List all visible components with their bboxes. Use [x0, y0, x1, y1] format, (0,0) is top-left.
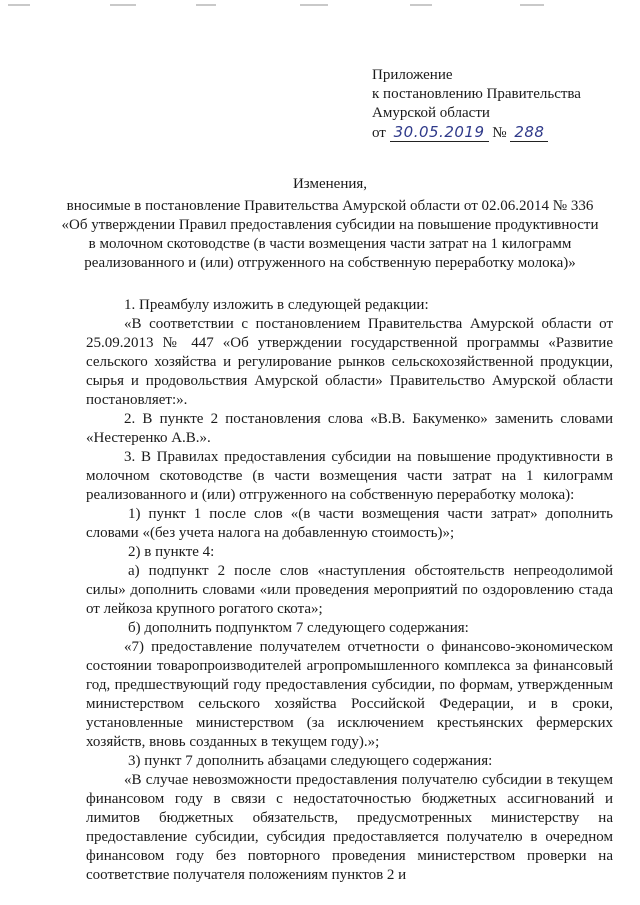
paragraph: 1) пункт 1 после слов «(в части возмещения части затрат» дополнить словами «(без учета налога на добавленную стоимость)»; — [86, 506, 613, 541]
date-prefix: от — [372, 125, 386, 141]
paragraph: а) подпункт 2 после слов «наступления обстоятельств непреодолимой силы» дополнить словами «или проведения мероприятий по оздоровлению стада от лейкоза крупного рогатого скота»; — [86, 563, 613, 617]
document-body — [86, 296, 613, 885]
document-subtitle: вносимые в постановление Правительства Амурской области от 02.06.2014 № 336 «Об утверждении Правил предоставления субсидии на повышение продуктивности в молочном скотоводстве (в части возмещения части затрат на 1 килограмм реализованного и (или) отгруженного на собственную переработку молока)» — [61, 198, 599, 271]
paragraph: 3) пункт 7 дополнить абзацами следующего содержания: — [128, 753, 493, 769]
document-title: Изменения, — [292, 176, 368, 192]
approval-block — [372, 66, 581, 143]
scan-mark — [410, 4, 432, 6]
paragraph: 1. Преамбулу изложить в следующей редакции: — [124, 297, 429, 313]
approval-line: Приложение — [372, 67, 453, 83]
approval-line: Амурской области — [372, 105, 490, 121]
paragraph: 3. В Правилах предоставления субсидии на повышение продуктивности в молочном скотоводстве (в части возмещения части затрат на 1 килограмм реализованного и (или) отгруженного на собственную переработку молока): — [86, 449, 613, 503]
approval-date-line — [372, 123, 581, 143]
scan-mark — [300, 4, 328, 6]
paragraph: б) дополнить подпунктом 7 следующего содержания: — [128, 620, 469, 636]
approval-line: к постановлению Правительства — [372, 86, 581, 102]
paragraph: 2) в пункте 4: — [128, 544, 215, 560]
scan-mark — [196, 4, 216, 6]
paragraph: «В соответствии с постановлением Правительства Амурской области от 25.09.2013 № 447 «Об утверждении государственной программы «Развитие сельского хозяйства и регулирование рынков сельскохозяйственной продукции, сырья и продовольствия Амурской области» Правительство Амурской области постановляет:». — [86, 316, 613, 408]
number-prefix: № — [492, 125, 507, 141]
scan-mark — [520, 4, 544, 6]
handwritten-date: 30.05.2019 — [390, 123, 489, 142]
scan-mark — [8, 4, 30, 6]
paragraph: «7) предоставление получателем отчетности о финансово-экономическом состоянии товаропроизводителей агропромышленного комплекса за финансовый год, предшествующий году предоставления субсидии, по формам, утвержденным министерством сельского хозяйства Российской Федерации, и в сроки, установленные министерством (за исключением крестьянских фермерских хозяйств, вновь созданных в текущем году).»; — [86, 639, 613, 750]
handwritten-number: 288 — [510, 123, 548, 142]
paragraph: 2. В пункте 2 постановления слова «В.В. Бакуменко» заменить словами «Нестеренко А.В.». — [86, 411, 613, 446]
paragraph: «В случае невозможности предоставления получателю субсидии в текущем финансовом году в связи с недостаточностью бюджетных ассигнований и лимитов бюджетных обязательств, предусмотренных министерству на предоставление субсидии, субсидия предоставляется получателю в очередном финансовом году без повторного проведения министерством проверки на соответствие получателя положениям пунктов 2 и — [86, 772, 613, 883]
scan-mark — [110, 4, 136, 6]
